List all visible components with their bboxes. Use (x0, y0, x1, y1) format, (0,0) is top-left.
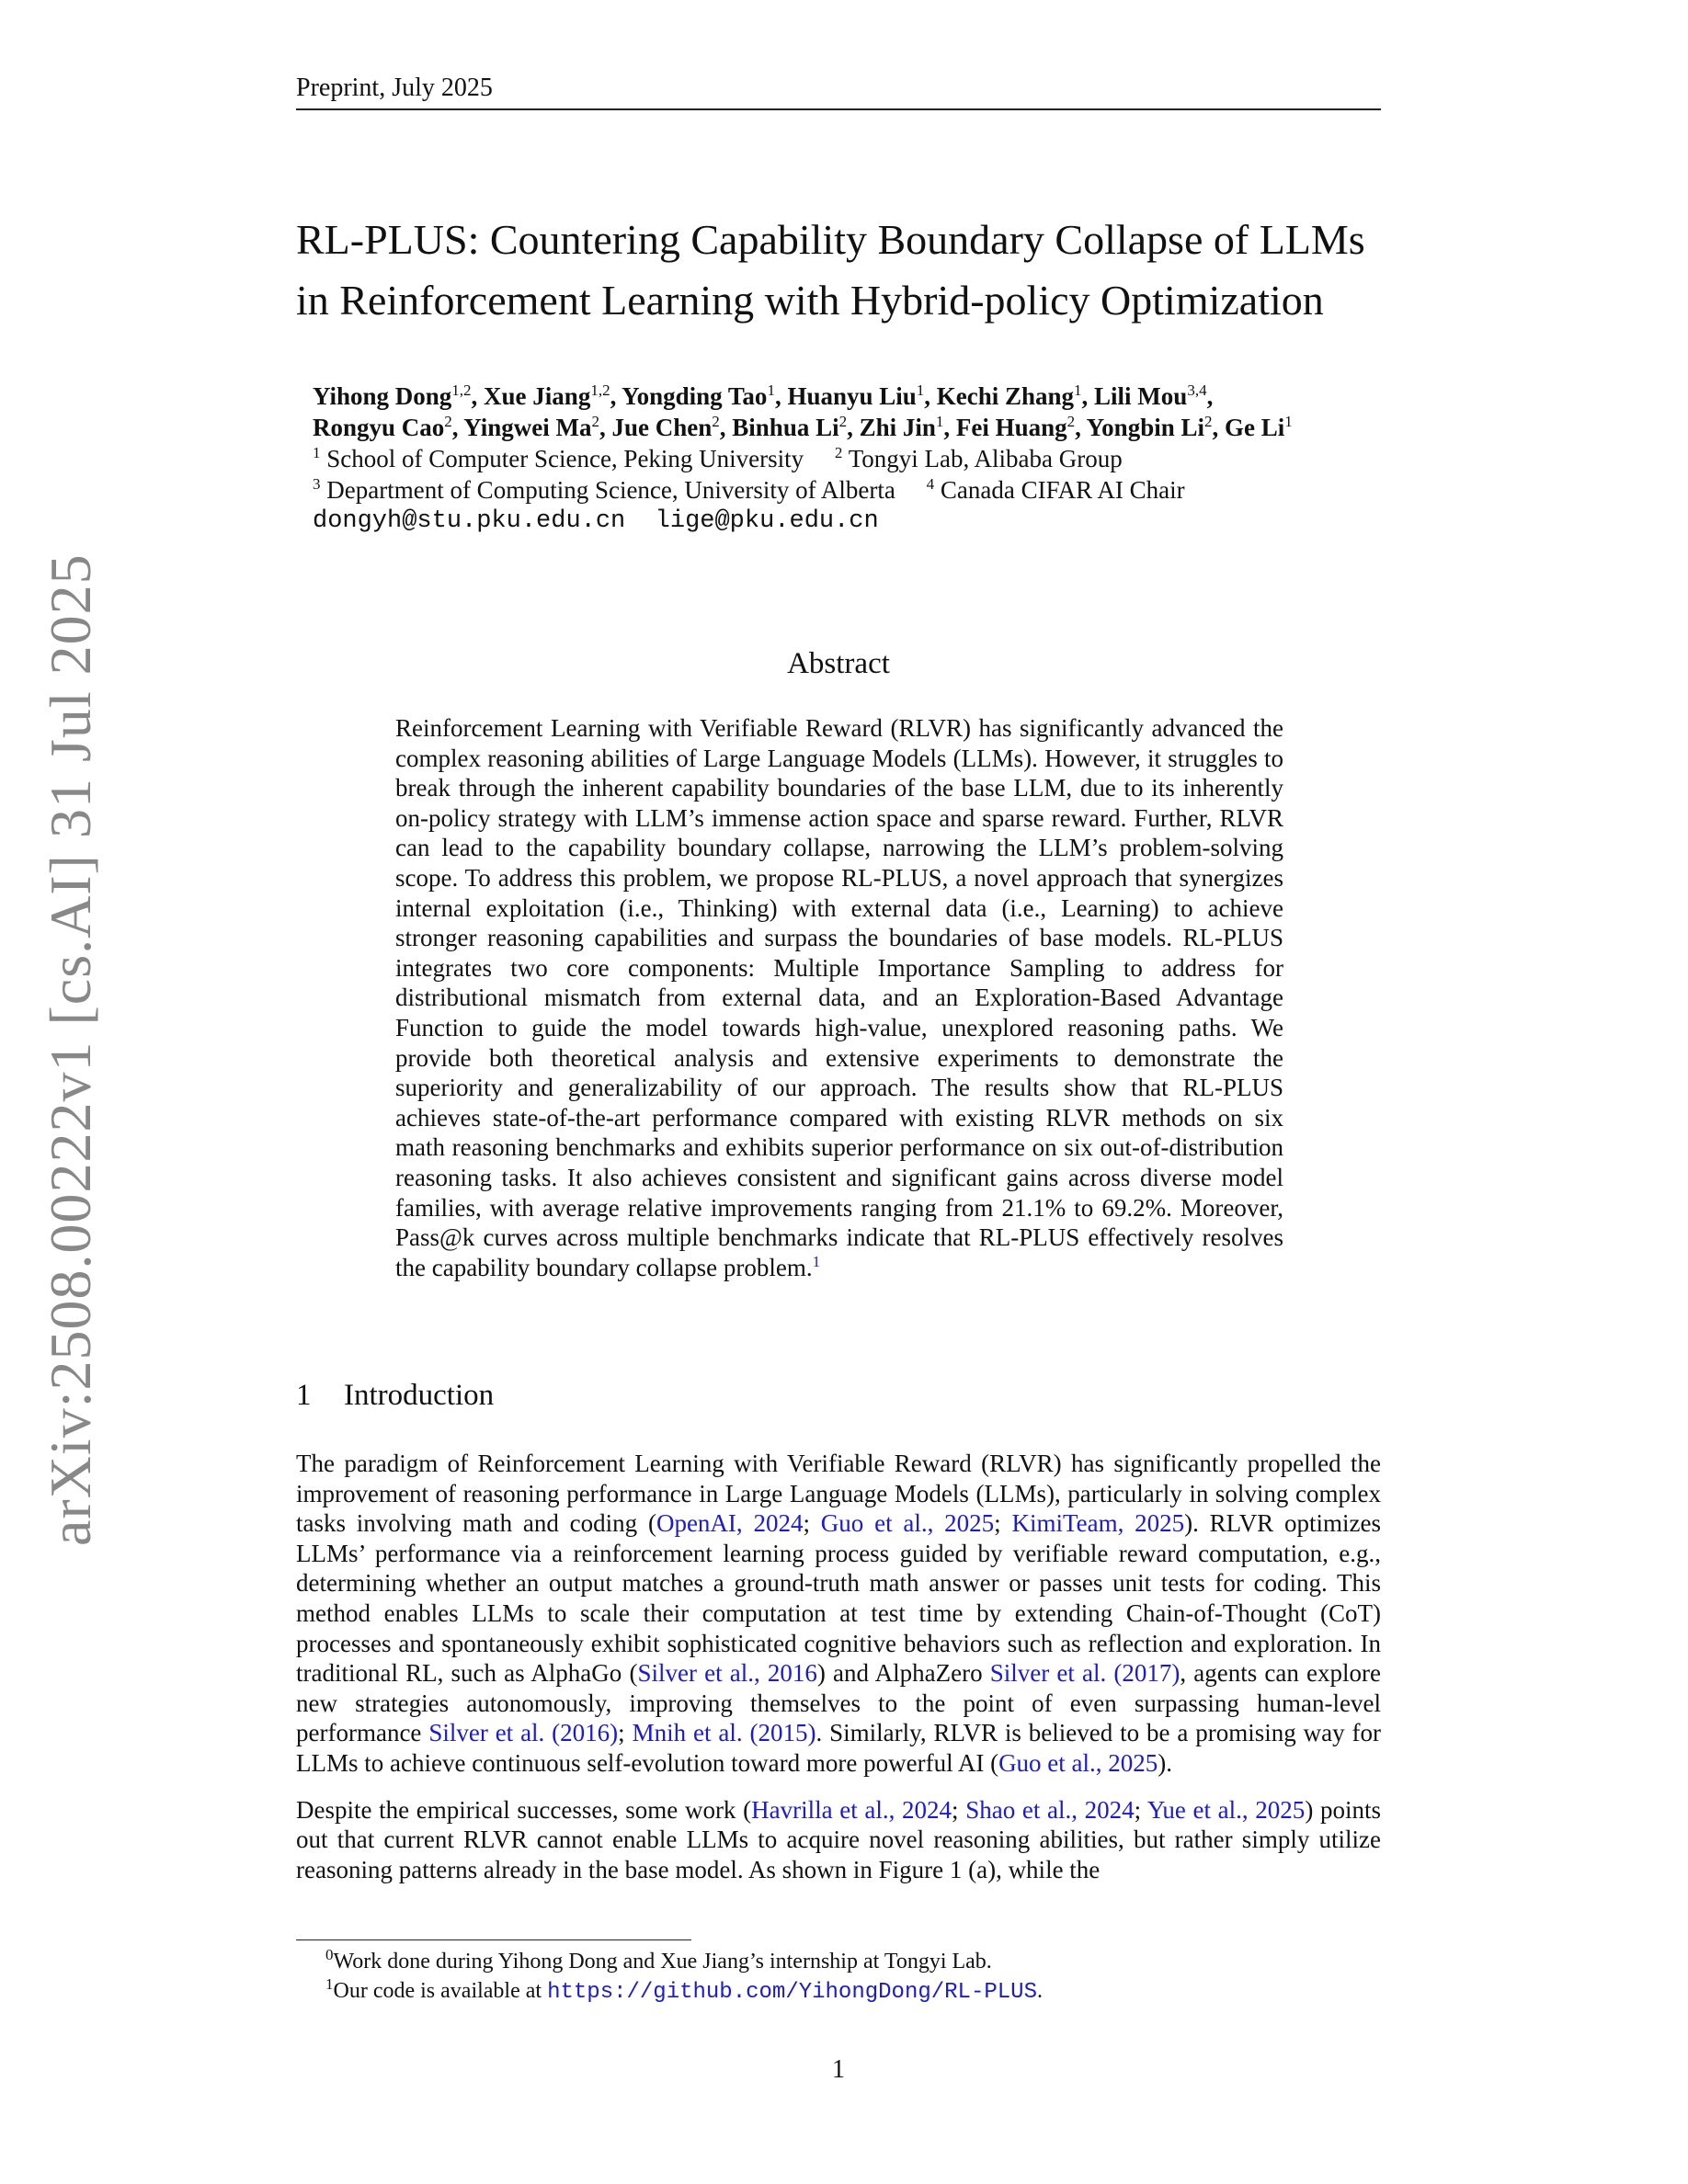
citation-link[interactable]: Guo et al., 2025 (820, 1509, 995, 1538)
citation-link[interactable]: Silver et al. (2017) (989, 1659, 1180, 1688)
body-text: ; (952, 1795, 966, 1824)
author-name: Yihong Dong (313, 382, 452, 410)
footnote-text: . (1036, 1979, 1043, 2003)
affiliation-line-1 (313, 443, 1443, 474)
paper-title (296, 210, 1399, 331)
intro-paragraph-1 (296, 1449, 1381, 1779)
running-header: Preprint, July 2025 (296, 72, 1381, 110)
author-line-2: Rongyu Cao$^2$, Yingwei Ma$^2$, Jue Chen$^2$, Binhua Li$^2$, Zhi Jin$^1$, Fei Huang$^2$, Yongbin Li$^2$, Ge Li$^1$ (313, 413, 1293, 441)
author-name: Xue Jiang (484, 382, 591, 410)
author-affil-sup: 2 (838, 413, 848, 430)
body-text: ; (994, 1509, 1012, 1538)
footnote-divider (296, 1939, 691, 1940)
body-text: ). (1158, 1748, 1173, 1777)
author-name: Yongbin Li (1086, 414, 1204, 441)
body-text: ; (803, 1509, 821, 1538)
author-affil-sup: 1,2 (451, 381, 472, 399)
body-text: Despite the empirical successes, some work ( (296, 1795, 752, 1824)
email-line (313, 506, 1443, 537)
body-text: ; (618, 1719, 633, 1747)
author-line-1: Yihong Dong$^{1,2}$, Xue Jiang$^{1,2}$, Yongding Tao$^1$, Huanyu Liu$^1$, Kechi Zhang$^1$, Lili Mou$^{3,4}$, (313, 381, 1214, 410)
body-text: . Similarly, RLVR is believed to be a promising way for LLMs to achieve continuous self-evolution toward more powerful AI ( (296, 1719, 1381, 1777)
body-text: The paradigm of Reinforcement Learning with Verifiable Reward (RLVR) has significantly propelled the improvement of reasoning performance in Large Language Models (LLMs), particularly in solving complex tasks involving math and coding ( (296, 1450, 1381, 1538)
author-block (313, 381, 1443, 537)
author-name: Huanyu Liu (787, 382, 917, 410)
author-name: Binhua Li (732, 414, 839, 441)
abstract-body (395, 713, 1283, 1282)
arxiv-identifier: arXiv:2508.00222v1 [cs.AI] 31 Jul 2025 (38, 553, 103, 1546)
affiliation-text: School of Computer Science, Peking University (326, 445, 804, 472)
body-text: , agents can explore new strategies autonomously, improving themselves to the point of even surpassing human-level performance (296, 1659, 1382, 1747)
affiliation-line-2 (313, 474, 1443, 506)
author-affil-sup: 1 (767, 381, 775, 399)
author-affil-sup: 2 (1204, 413, 1213, 430)
citation-link[interactable]: Mnih et al. (2015) (632, 1719, 816, 1747)
author-name: Kechi Zhang (936, 382, 1075, 410)
affiliation-sup: 2 (834, 444, 843, 461)
author-affil-sup: 1 (935, 413, 944, 430)
email-address[interactable]: dongyh@stu.pku.edu.cn (313, 507, 626, 535)
author-name: Lili Mou (1094, 382, 1188, 410)
author-name: Yongding Tao (622, 382, 768, 410)
citation-link[interactable]: Shao et al., 2024 (965, 1795, 1135, 1824)
affiliation-sup: 4 (926, 475, 935, 493)
footnote-mark: 1 (325, 1975, 334, 1993)
page-number: 1 (832, 2055, 845, 2084)
body-text: ) points out that current RLVR cannot enable LLMs to acquire novel reasoning abilities, but rather simply utilize reasoning patterns already in the base model. As shown in Figure 1 (a), while the (296, 1795, 1381, 1883)
affiliation-text: Canada CIFAR AI Chair (940, 476, 1185, 504)
affiliation-text: Tongyi Lab, Alibaba Group (848, 445, 1123, 472)
footnotes (325, 1947, 1383, 2008)
footnote-text: Work done during Yihong Dong and Xue Jiang’s internship at Tongyi Lab. (333, 1950, 992, 1974)
introduction-body (296, 1449, 1381, 1901)
author-affil-sup: 2 (712, 413, 720, 430)
author-name: Fei Huang (955, 414, 1067, 441)
citation-link[interactable]: Silver et al. (2016) (428, 1719, 619, 1747)
citation-link[interactable]: KimiTeam, 2025 (1011, 1509, 1185, 1538)
body-text: ). RLVR optimizes LLMs’ performance via a reinforcement learning process guided by verifiable reward computation, e.g., determining whether an output matches a ground-truth math answer or passes unit tests for coding. This method enables LLMs to scale their computation at test time by extending Chain-of-Thought (CoT) processes and spontaneously exhibit sophisticated cognitive behaviors such as reflection and exploration. In traditional RL, such as AlphaGo ( (296, 1509, 1381, 1688)
code-url-link[interactable]: https://github.com/YihongDong/RL-PLUS (547, 1980, 1037, 2005)
citation-link[interactable]: Yue et al., 2025 (1146, 1795, 1306, 1824)
affiliation-sup: 1 (313, 444, 321, 461)
footnote-0 (325, 1947, 1383, 1976)
footnote-mark: 0 (325, 1946, 334, 1963)
citation-link[interactable]: OpenAI, 2024 (656, 1509, 804, 1538)
title-line-1: RL-PLUS: Countering Capability Boundary Collapse of LLMs (296, 216, 1365, 263)
author-affil-sup: 2 (591, 413, 600, 430)
author-affil-sup: 2 (1066, 413, 1076, 430)
citation-link[interactable]: Guo et al., 2025 (998, 1748, 1158, 1777)
email-address[interactable]: lige@pku.edu.cn (655, 507, 879, 535)
author-affil-sup: 2 (444, 413, 452, 430)
section-heading (296, 1375, 1381, 1416)
body-text: ) and AlphaZero (816, 1659, 990, 1688)
author-affil-sup: 1 (1074, 381, 1082, 399)
abstract-text: Reinforcement Learning with Verifiable Reward (RLVR) has significantly advanced the complex reasoning abilities of Large Language Models (LLMs). However, it struggles to break through the inherent capability boundaries of the base LLM, due to its inherently on-policy strategy with LLM’s immense action space and sparse reward. Further, RLVR can lead to the capability boundary collapse, narrowing the LLM’s problem-solving scope. To address this problem, we propose RL-PLUS, a novel approach that synergizes internal exploitation (i.e., Thinking) with external data (i.e., Learning) to achieve stronger reasoning capabilities and surpass the boundaries of base models. RL-PLUS integrates two core components: Multiple Importance Sampling to address for distributional mismatch from external data, and an Exploration-Based Advantage Function to guide the model towards high-value, unexplored reasoning paths. We provide both theoretical analysis and extensive experiments to demonstrate the superiority and generalizability of our approach. The results show that RL-PLUS achieves state-of-the-art performance compared with existing RLVR methods on six math reasoning benchmarks and exhibits superior performance on six out-of-distribution reasoning tasks. It also achieves consistent and significant gains across diverse model families, with average relative improvements ranging from 21.1% to 69.2%. Moreover, Pass@k curves across multiple benchmarks indicate that RL-PLUS effectively resolves the capability boundary collapse problem. (395, 714, 1283, 1281)
author-affil-sup: 1 (1284, 413, 1293, 430)
body-text: ; (1134, 1795, 1147, 1824)
footnote-1 (325, 1976, 1383, 2008)
author-name: Ge Li (1225, 414, 1285, 441)
footnote-link[interactable]: 1 (812, 1252, 821, 1270)
section-title: Introduction (344, 1379, 495, 1412)
citation-link[interactable]: Silver et al., 2016 (637, 1659, 817, 1688)
footnote-text: Our code is available at (333, 1979, 548, 2003)
abstract-heading: Abstract (787, 647, 890, 680)
author-name: Jue Chen (611, 414, 713, 441)
intro-paragraph-2 (296, 1795, 1381, 1885)
author-affil-sup: 1,2 (590, 381, 610, 399)
author-affil-sup: 1 (916, 381, 925, 399)
affiliation-text: Department of Computing Science, University of Alberta (326, 476, 895, 504)
affiliation-sup: 3 (313, 475, 321, 493)
author-name: Zhi Jin (859, 414, 936, 441)
citation-link[interactable]: Havrilla et al., 2024 (751, 1795, 952, 1824)
author-name: Yingwei Ma (463, 414, 592, 441)
title-line-2: in Reinforcement Learning with Hybrid-policy Optimization (296, 277, 1324, 324)
section-number: 1 (296, 1379, 312, 1412)
author-affil-sup: 3,4 (1187, 381, 1207, 399)
author-name: Rongyu Cao (313, 414, 445, 441)
